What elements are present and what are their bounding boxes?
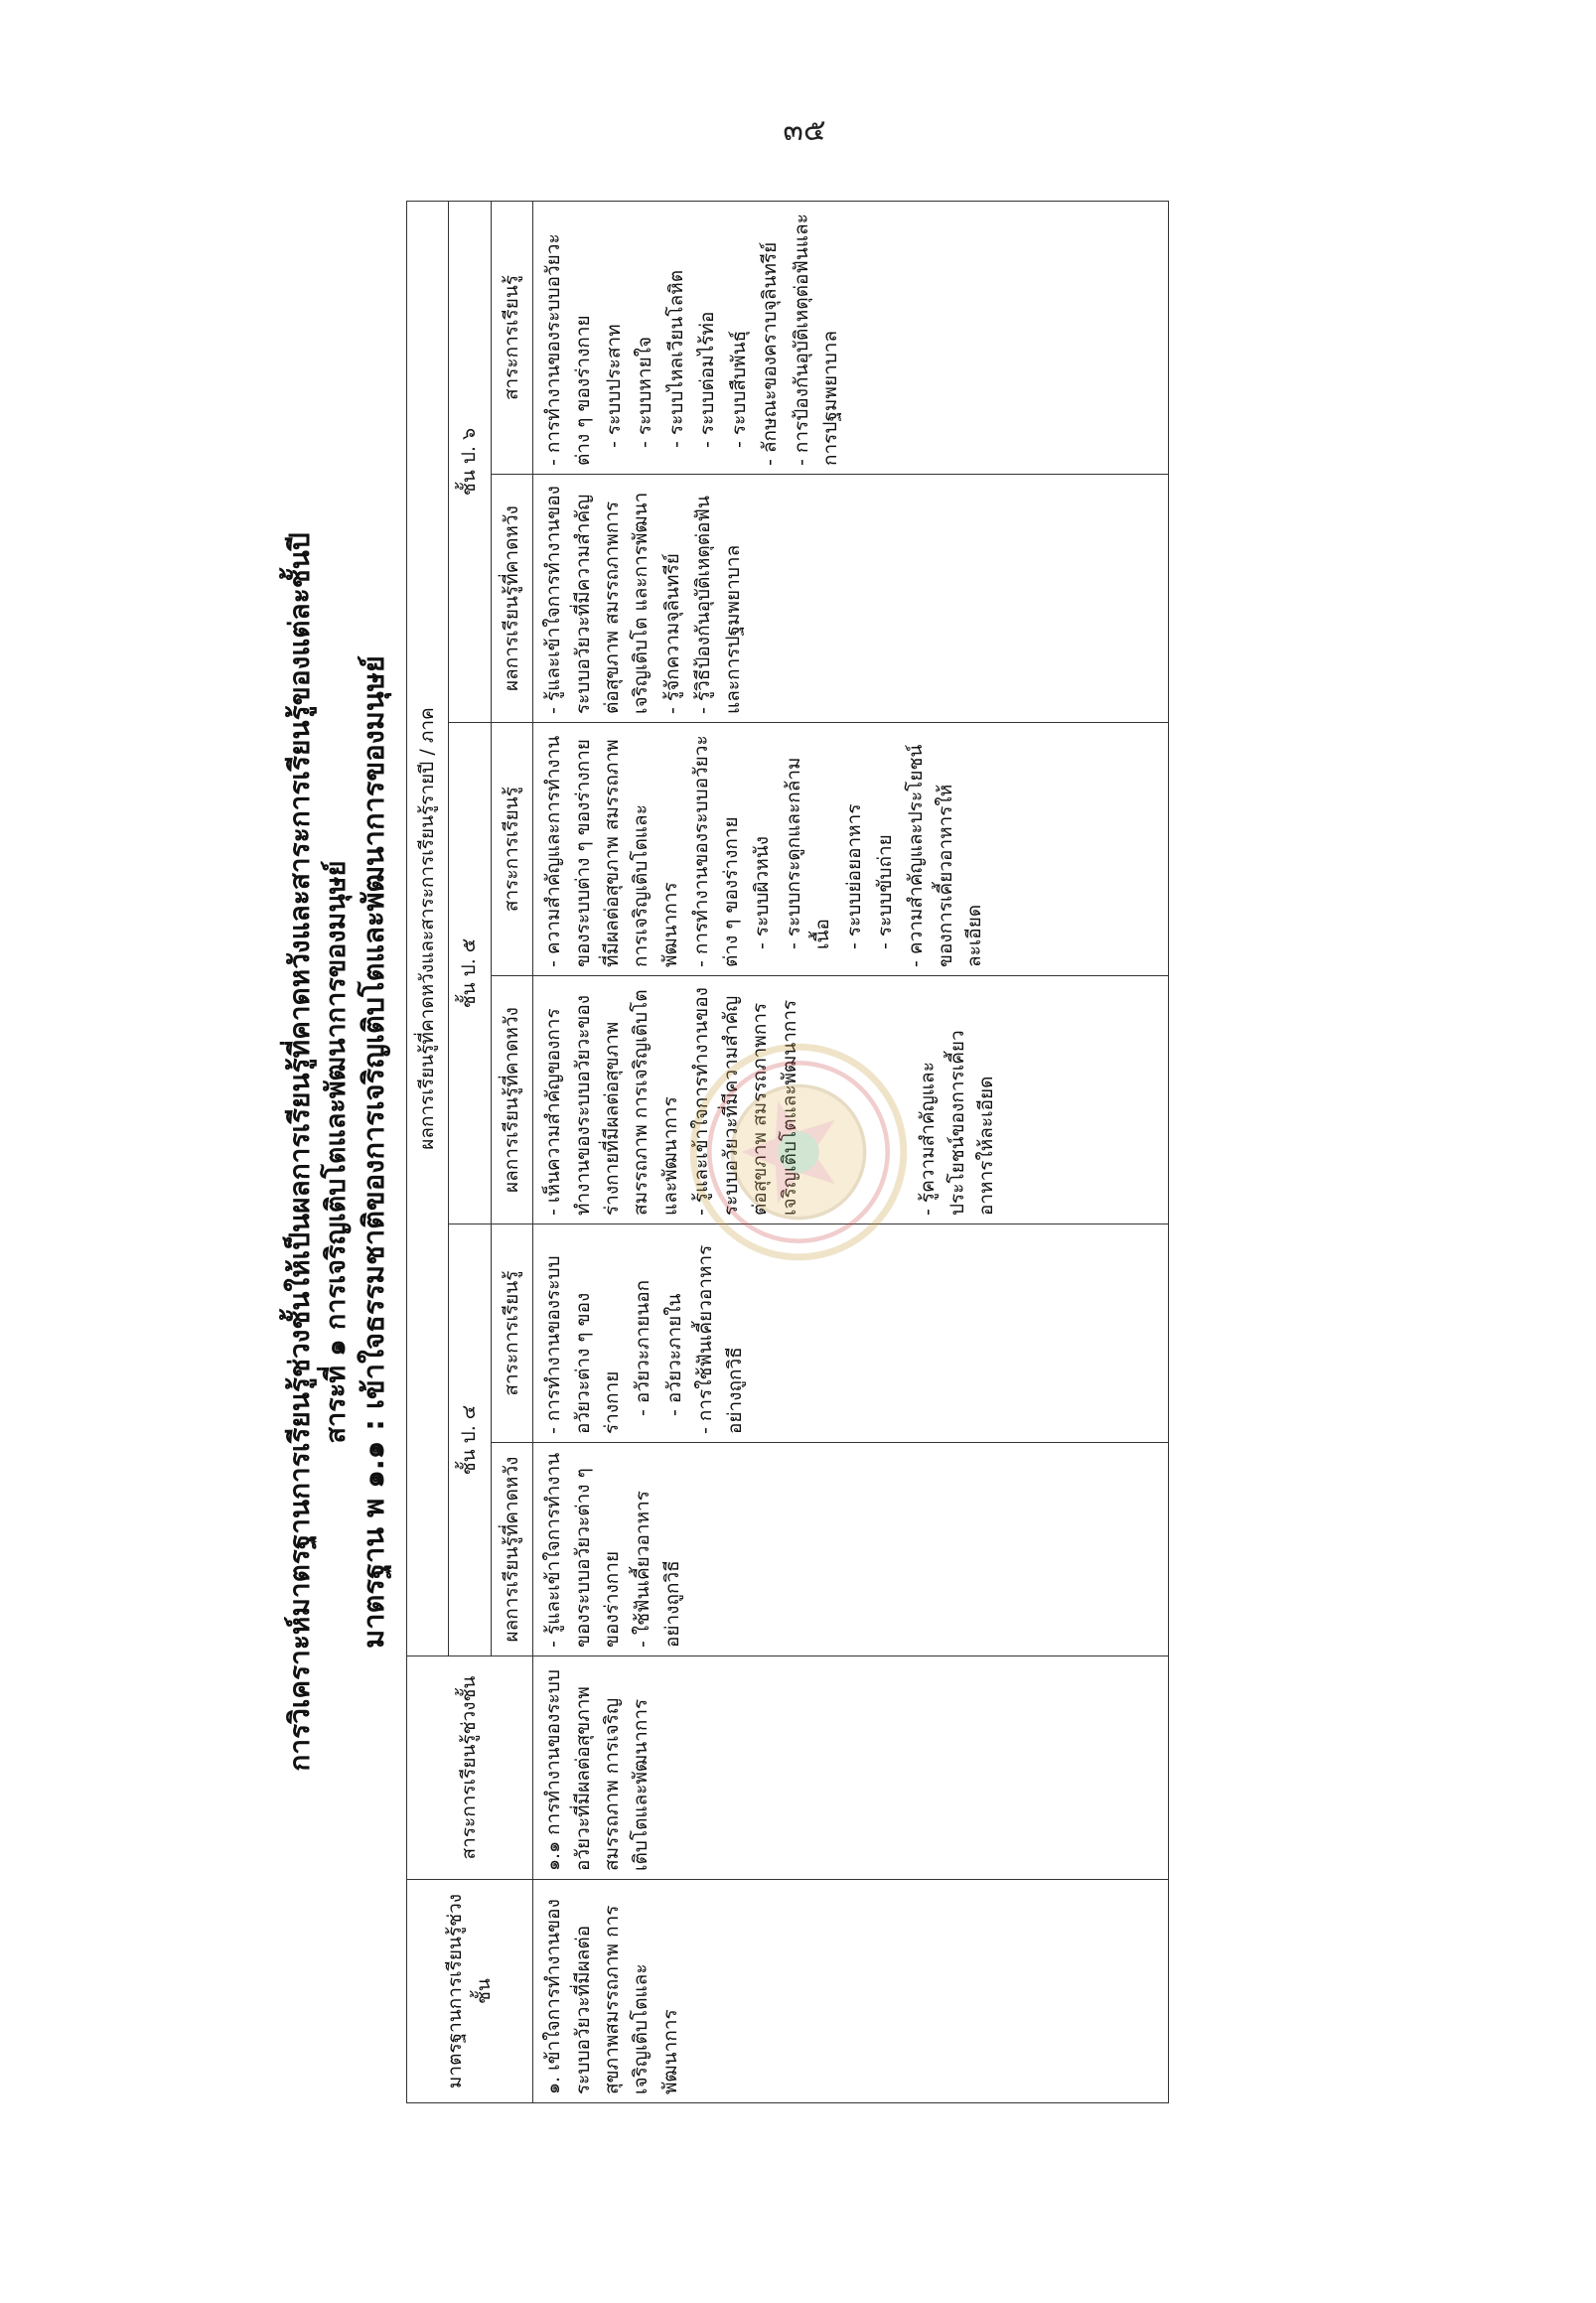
cell-g5-expected (532, 975, 1168, 1223)
header-standard: มาตรฐานการเรียนรู้ช่วงชั้น (406, 1879, 532, 2102)
cell-g4-content (532, 1223, 1168, 1442)
list-item: - ความสำคัญและการทำงานของระบบต่าง ๆ ของร่างกายที่มีผลต่อสุขภาพ สมรรถภาพการเจริญเติบโตและพัฒนาการ (541, 735, 681, 967)
list-item: - รู้และเข้าใจการทำงานของระบบอวัยวะที่มีความสำคัญต่อสุขภาพ สมรรถภาพการเจริญเติบโต และการพัฒนา (541, 485, 652, 714)
header-g6-expected: ผลการเรียนรู้ที่คาดหวัง (491, 474, 532, 722)
header-g5-expected: ผลการเรียนรู้ที่คาดหวัง (491, 975, 532, 1223)
header-g5-content: สาระการเรียนรู้ (491, 722, 532, 975)
list-item: - การทำงานของระบบอวัยวะต่าง ๆ ของร่างกาย (689, 734, 742, 967)
header-content-range: สาระการเรียนรู้ช่วงชั้น (406, 1655, 532, 1879)
header-grade-6: ชั้น ป. ๖ (448, 201, 490, 722)
list-item: - ระบบผิวหนัง (750, 835, 773, 949)
header-grade-5: ชั้น ป. ๕ (448, 722, 490, 1223)
list-item: - ระบบประสาท (602, 323, 625, 448)
rotated-document (282, 199, 1315, 2105)
cell-g6-content (532, 201, 1168, 474)
list-item: - ระบบต่อมไร้ท่อ (695, 311, 718, 448)
list-item: - เห็นความสำคัญของการทำงานของระบบอวัยวะของร่างกายที่มีผลต่อสุขภาพ สมรรถภาพ การเจริญเติบโต และพัฒนาการ (541, 988, 681, 1216)
cell-g5-content (532, 722, 1168, 975)
title-line-2: สาระที่ ๑ การเจริญเติบโตและพัฒนาการของมนุษย์ (320, 860, 352, 1443)
list-item: - การทำงานของระบบอวัยวะต่าง ๆ ของร่างกาย (541, 1254, 623, 1434)
list-item: - อวัยวะภายใน (662, 1292, 685, 1416)
list-item: - การป้องกันอุบัติเหตุต่อฟันและการปฐมพยาบาล (790, 213, 841, 466)
page-number: ๓๕ (783, 113, 826, 148)
list-item: - การทำงานของระบบอวัยวะต่าง ๆ ของร่างกาย (541, 232, 594, 466)
list-item: - รู้ความสำคัญและประโยชน์ของการเคี้ยวอาหารให้ละเอียด (916, 1029, 997, 1216)
title-line-3: มาตรฐาน พ ๑.๑ : เข้าใจธรรมชาติของการเจริญเติบโตและพัฒนาการของมนุษย์ (356, 654, 390, 1649)
list-item: - การใช้ฟันเคี้ยวอาหารอย่างถูกวิธี (693, 1244, 746, 1434)
list-item: - รู้จักความจุลินทรีย์ (660, 552, 683, 714)
curriculum-table (405, 200, 1168, 2102)
header-g4-content: สาระการเรียนรู้ (491, 1223, 532, 1442)
list-item: - ลักษณะของคราบจุลินทรีย์ (758, 241, 781, 466)
cell-g6-expected (532, 474, 1168, 722)
list-item: - รู้วิธีป้องกันอุบัติเหตุต่อฟันและการปฐมพยาบาล (691, 495, 744, 714)
list-item: - ความสำคัญและประโยชน์ของการเคี้ยวอาหารให้ละเอียด (904, 744, 985, 967)
cell-standard: ๑. เข้าใจการทำงานของระบบอวัยวะที่มีผลต่อสุขภาพสมรรถภาพ การเจริญเติบโตและพัฒนาการ (532, 1879, 1168, 2102)
list-item: - ระบบกระดูกและกล้ามเนื้อ (782, 756, 833, 949)
list-item: - ระบบย่อยอาหาร (842, 802, 865, 949)
list-item: - ระบบหายใจ (633, 336, 655, 448)
header-grade-4: ชั้น ป. ๔ (448, 1223, 490, 1655)
cell-g4-expected (532, 1442, 1168, 1655)
list-item: - ระบบสืบพันธุ์ (727, 330, 750, 448)
list-item: - ใช้ฟันเคี้ยวอาหารอย่างถูกวิธี (631, 1490, 683, 1648)
list-item: - รู้และเข้าใจการทำงานของระบบอวัยวะที่มีความสำคัญต่อสุขภาพ สมรรถภาพการเจริญเติบโตและพัฒนาการ (689, 986, 800, 1216)
title-line-1: การวิเคราะห์มาตรฐานการเรียนรู้ช่วงชั้นให้เป็นผลการเรียนรู้ที่คาดหวังและสาระการเรียนรู้ของแต่ละชั้นปี (282, 531, 316, 1772)
header-g6-content: สาระการเรียนรู้ (491, 201, 532, 474)
list-item: - รู้และเข้าใจการทำงานของระบบอวัยวะต่าง ๆ ของร่างกาย (541, 1452, 623, 1648)
cell-content-range: ๑.๑ การทำงานของระบบอวัยวะที่มีผลต่อสุขภาพ สมรรถภาพ การเจริญเติบโตและพัฒนาการ (532, 1655, 1168, 1879)
list-item: - อวัยวะภายนอก (631, 1279, 653, 1416)
header-group-title: ผลการเรียนรู้ที่คาดหวังและสาระการเรียนรู้รายปี / ภาค (406, 201, 448, 1655)
title-block (282, 199, 392, 2105)
list-item: - ระบบไหลเวียนโลหิต (664, 269, 687, 448)
header-g4-expected: ผลการเรียนรู้ที่คาดหวัง (491, 1442, 532, 1655)
list-item: - ระบบขับถ่าย (873, 833, 896, 949)
